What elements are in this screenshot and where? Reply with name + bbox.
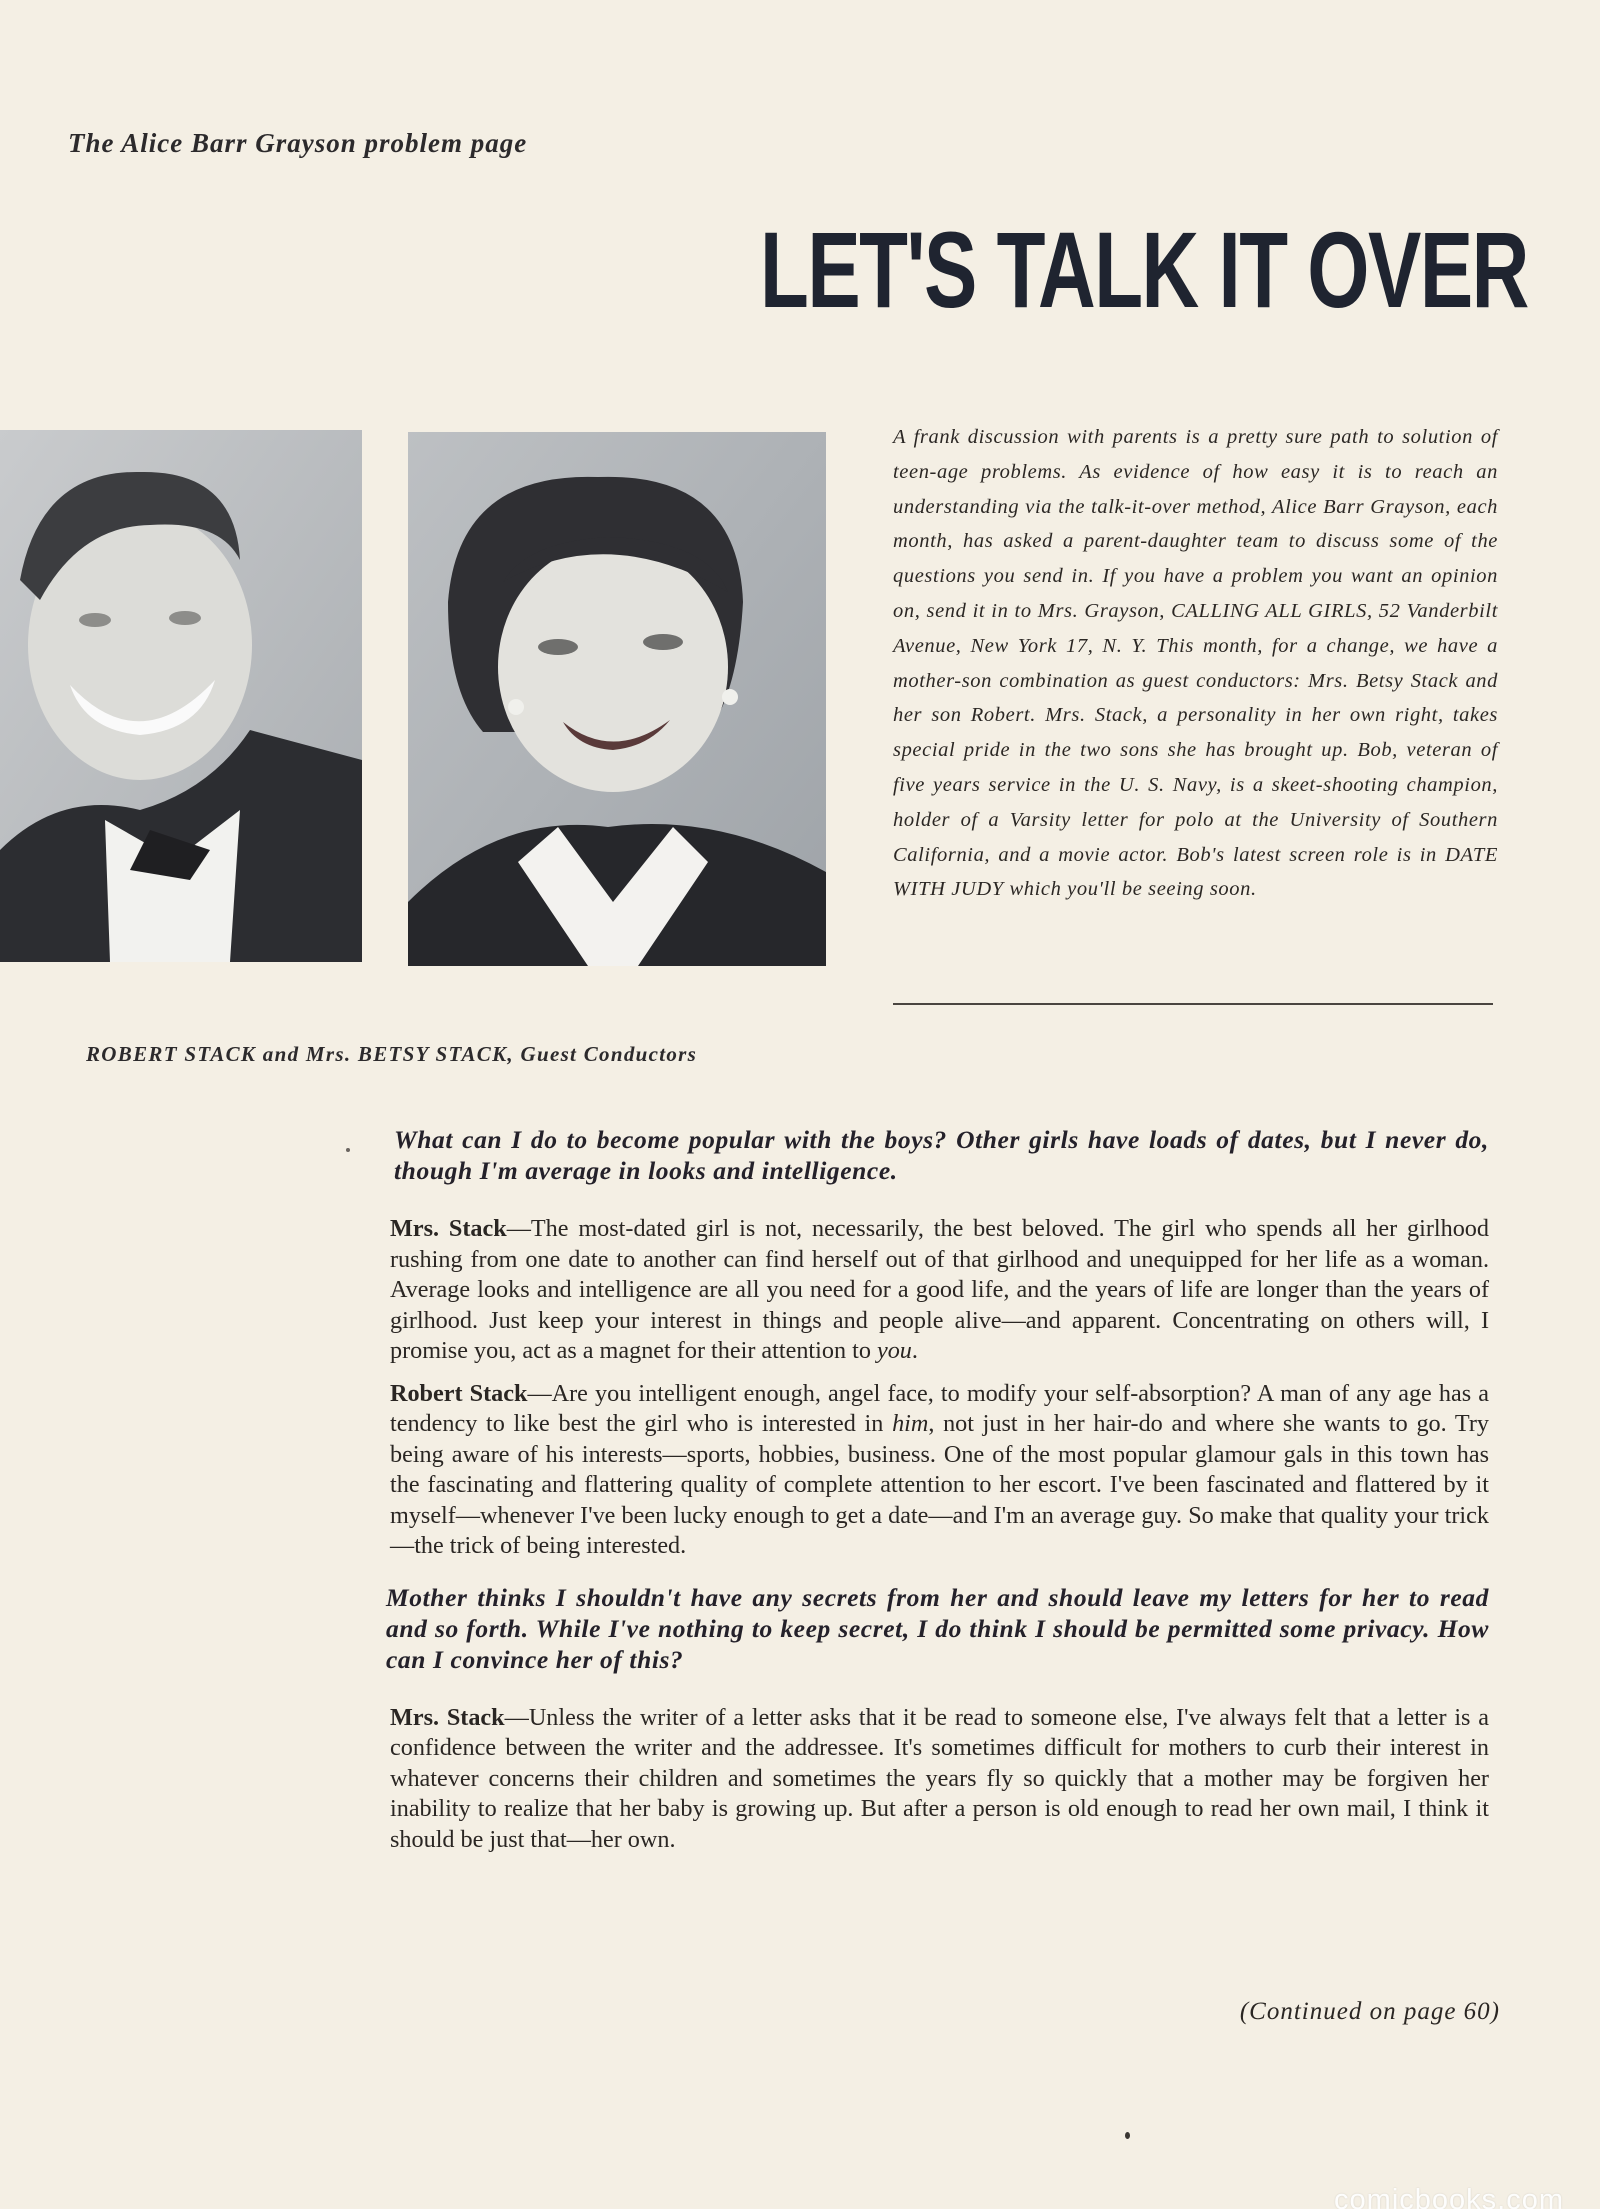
- question-1: What can I do to become popular with the boys? Other girls have loads of dates, but I never do, though I'm average in looks and intelligence.: [394, 1125, 1489, 1185]
- print-speck: [1125, 2132, 1130, 2139]
- answer-text: —Unless the writer of a letter asks that it be read to someone else, I've always felt that a letter is a confidence between the writer and the addressee. It's sometimes difficult for mothers to curb their interest in whatever concerns their children and sometimes the years fly so quickly that a mother may be forgiven her inability to realize that her baby is growing up. But after a person is old enough to read her own mail, I think it should be just that—her own.: [390, 1703, 1489, 1853]
- watermark: comicbooks.com: [1334, 2184, 1564, 2209]
- question-2: Mother thinks I shouldn't have any secrets from her and should leave my letters for her to read and so forth. While I've nothing to keep secret, I do think I should be permitted some privacy. How can I convince her of this?: [386, 1582, 1489, 1674]
- answer-robert-stack-1: [390, 1379, 1489, 1562]
- speaker-name: Mrs. Stack: [390, 1215, 507, 1242]
- robert-stack-photo: [0, 430, 362, 962]
- margin-mark: [346, 1148, 350, 1152]
- answer-emphasis: him: [892, 1410, 929, 1437]
- answer-text: —Are you intelligent enough, angel face, to modify your self-absorption? A man of any age has a tendency to like best the girl who is interested in: [390, 1379, 1490, 1437]
- answer-text: —The most-dated girl is not, necessarily, the best beloved. The girl who spends all her girlhood rushing from one date to another can find herself out of that girlhood and unequipped for her life as a woman. Average looks and intelligence are all you need for a good life, and the years of life are longer than the years of girlhood. Just keep your interest in things and people alive—and apparent. Concentrating on others will, I promise you, act as a magnet for their attention to: [390, 1215, 1489, 1364]
- intro-divider: [893, 1003, 1493, 1005]
- page-title: LET'S TALK IT OVER: [760, 209, 1528, 330]
- speaker-name: Robert Stack: [390, 1379, 528, 1407]
- answer-text-end: , not just in her hair-do and where she wants to go. Try being aware of his interests—sports, hobbies, business. One of the most popular glamour gals in this town has the fascinating and flattering quality of complete attention to her escort. I've been fascinated and flattered by it myself—whenever I've been lucky enough to get a date—and I'm an average guy. So make that quality your trick—the trick of being interested.: [390, 1410, 1490, 1559]
- answer-mrs-stack-2: [390, 1703, 1489, 1856]
- answer-text-end: .: [911, 1337, 918, 1364]
- answer-mrs-stack-1: [390, 1214, 1489, 1367]
- answer-emphasis: you: [876, 1337, 912, 1364]
- qa-column: [386, 1124, 1489, 1867]
- photo-caption: ROBERT STACK and Mrs. BETSY STACK, Guest Conductors: [86, 1042, 698, 1066]
- section-kicker: The Alice Barr Grayson problem page: [68, 128, 528, 158]
- continued-note: (Continued on page 60): [1239, 1998, 1500, 2025]
- betsy-stack-photo: [408, 432, 826, 966]
- intro-paragraph: A frank discussion with parents is a pretty sure path to solution of teen-age problems. As evidence of how easy it is to reach an understanding via the talk-it-over method, Alice Barr Grayson, each month, has asked a parent-daughter team to discuss some of the questions you send in. If you have a problem you want an opinion on, send it in to Mrs. Grayson, CALLING ALL GIRLS, 52 Vanderbilt Avenue, New York 17, N. Y. This month, for a change, we have a mother-son combination as guest conductors: Mrs. Betsy Stack and her son Robert. Mrs. Stack, a personality in her own right, takes special pride in the two sons she has brought up. Bob, veteran of five years service in the U. S. Navy, is a skeet-shooting champion, holder of a Varsity letter for polo at the University of Southern California, and a movie actor. Bob's latest screen role is in DATE WITH JUDY which you'll be seeing soon.: [893, 426, 1498, 901]
- speaker-name: Mrs. Stack: [390, 1703, 505, 1731]
